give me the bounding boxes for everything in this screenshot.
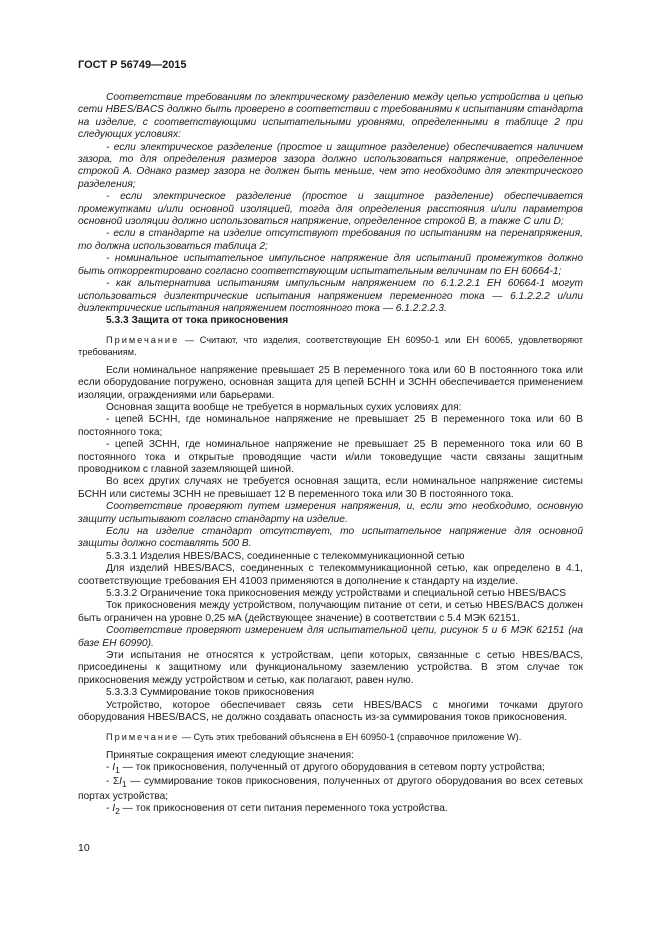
list-item: - номинальное испытательное импульсное напряжение для испытаний промежутков должно быть откорректировано согласно соответствующим испытательным величинам по ЕН 60664-1; <box>78 253 583 277</box>
paragraph: Соответствие проверяют измерением для испытательной цепи, рисунок 5 и 6 МЭК 62151 (на базе ЕН 60990). <box>78 625 583 649</box>
definition-text: — ток прикосновения от сети питания переменного тока устройства. <box>119 803 448 815</box>
paragraph: Принятые сокращения имеют следующие значения: <box>106 749 354 761</box>
section-heading-5-3-3-1: 5.3.3.1 Изделия HBES/BACS, соединенные с телекоммуникационной сетью <box>106 550 465 562</box>
definition-item: - $\Sigma I_1$ — суммирование токов прикосновения, полученных от другого оборудования во всех сетевых портах устройства; <box>78 776 584 802</box>
symbol: I <box>119 776 123 788</box>
list-item: - если в стандарте на изделие отсутствуют требования по испытаниям на перенапряжения, то должна использоваться таблица 2; <box>78 228 583 252</box>
paragraph: Основная защита вообще не требуется в нормальных сухих условиях для: <box>106 401 462 413</box>
symbol-subscript: 2 <box>115 806 120 817</box>
paragraph: Соответствие требованиям по электрическому разделению между цепью устройства и цепью сети HBES/BACS должно быть проверено в соответствии с требованиями к испытаниям стандарта на изделие, с соответствующими испытательными уровнями, определенными в таблице 2 при следующих условиях: <box>78 92 583 141</box>
page-number: 10 <box>78 842 90 854</box>
list-item: - цепей ЗСНН, где номинальное напряжение не превышает 25 В переменного тока или 60 В постоянного тока и открытые проводящие части и/или токоведущие части связаны защитным проводником с главной заземляющей шиной. <box>78 439 583 475</box>
note <box>78 731 583 743</box>
list-item: - цепей БСНН, где номинальное напряжение не превышает 25 В переменного тока или 60 В постоянного тока; <box>78 414 583 438</box>
paragraph: Соответствие проверяют путем измерения напряжения, и, если это необходимо, основную защиту испытывают согласно стандарту на изделие. <box>78 501 583 525</box>
definition-item: - $I_1$ — ток прикосновения, полученный от другого оборудования в сетевом порту устройства; <box>106 761 545 775</box>
list-item: - если электрическое разделение (простое и защитное разделение) обеспечивается наличием зазора, то для определения размеров зазора должно использоваться напряжение, определенное строкой А. Однако размер зазора не должен быть меньше, чем это необходимо для электрического разделения; <box>78 141 583 190</box>
note-label: Примечание <box>106 731 180 742</box>
paragraph: Устройство, которое обеспечивает связь сети HBES/BACS с многими точками другого оборудования HBES/BACS, не должно создавать опасность из-за суммирования токов прикосновения. <box>78 699 583 724</box>
symbol: I <box>112 761 116 773</box>
document-header: ГОСТ Р 56749—2015 <box>78 59 187 71</box>
symbol-subscript: 1 <box>122 779 127 790</box>
note-label: Примечание <box>106 334 180 345</box>
paragraph: Если на изделие стандарт отсутствует, то испытательное напряжение для основной защиты должно составлять 500 В. <box>78 526 583 550</box>
page-body <box>78 92 583 818</box>
section-heading-5-3-3: 5.3.3 Защита от тока прикосновения <box>106 315 289 327</box>
note-text: — Считают, что изделия, соответствующие ЕН 60950-1 или ЕН 60065, удовлетворяют требованиям. <box>78 334 583 357</box>
symbol-subscript: 1 <box>115 764 120 775</box>
definition-text: — суммирование токов прикосновения, полученных от другого оборудования во всех сетевых портах устройства; <box>78 776 584 802</box>
section-heading-5-3-3-2: 5.3.3.2 Ограничение тока прикосновения между устройствами и специальной сетью HBES/BACS <box>106 588 567 600</box>
definition-text: — ток прикосновения, полученный от другого оборудования в сетевом порту устройства; <box>119 761 545 773</box>
note-text: — Суть этих требований объяснена в ЕН 60950-1 (справочное приложение W). <box>179 731 522 742</box>
paragraph: Если номинальное напряжение превышает 25 В переменного тока или 60 В постоянного тока или если оборудование погружено, основная защита для цепей БСНН и ЗСНН обеспечивается применением изоляции, ограждениями или барьерами. <box>78 364 583 401</box>
paragraph: Для изделий HBES/BACS, соединенных с телекоммуникационной сетью, как определено в 4.1, соответствующие требования ЕН 41003 применяются в дополнение к стандарту на изделие. <box>78 563 583 587</box>
list-item: - как альтернатива испытаниям импульсным напряжением по 6.1.2.2.1 ЕН 60664-1 могут использоваться диэлектрические испытания напряжением переменного тока — 6.1.2.2.2 и/или диэлектрические испытания напряжением постоянного тока — 6.1.2.2.2.3. <box>78 278 583 314</box>
section-heading-5-3-3-3: 5.3.3.3 Суммирование токов прикосновения <box>106 687 315 699</box>
symbol: I <box>112 803 116 815</box>
paragraph: Во всех других случаях не требуется основная защита, если номинальное напряжение системы БСНН или системы ЗСНН не превышает 12 В переменного тока или 30 В постоянного тока. <box>78 476 583 500</box>
list-item: - если электрическое разделение (простое и защитное разделение) обеспечивается промежутками и/или основной изоляцией, тогда для определения расстояния и/или параметров основной изоляции должно использоваться напряжение, определенное строкой В, а также С или D; <box>78 191 583 228</box>
definition-item: - $I_2$ — ток прикосновения от сети питания переменного тока устройства. <box>106 803 448 817</box>
paragraph: Эти испытания не относятся к устройствам, цепи которых, связанные с сетью HBES/BACS, присоединены к защитному или функциональному заземлению устройства. В этом случае ток прикосновения между устройством и сетью, как полагают, равен нулю. <box>78 650 583 686</box>
note <box>78 334 583 358</box>
paragraph: Ток прикосновения между устройством, получающим питание от сети, и сетью HBES/BACS должен быть ограничен на уровне 0,25 мА (действующее значение) в соответствии с 5.4 МЭК 62151. <box>78 600 583 624</box>
